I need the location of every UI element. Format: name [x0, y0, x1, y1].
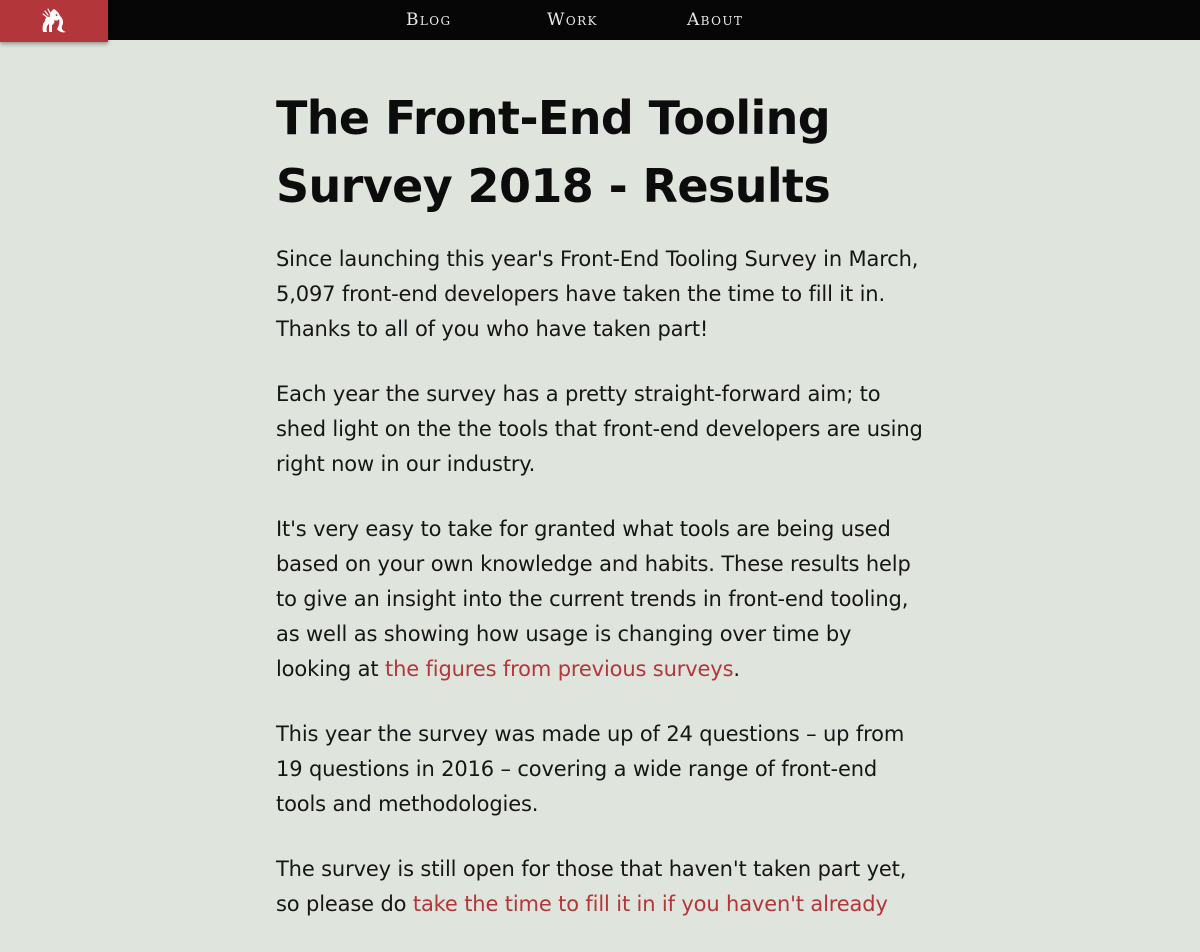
- paragraph-text: It's very easy to take for granted what tools are being used based on your own knowledge and habits. These results help to give an insight into the current trends in front-end tooling, as well as showing how usage is changing over time by looking at: [276, 517, 911, 681]
- paragraph-text: Each year the survey has a pretty straight-forward aim; to shed light on the the tools that front-end developers are using right now in our industry.: [276, 382, 923, 476]
- article-paragraph: [276, 512, 926, 687]
- paragraph-text: .: [733, 657, 740, 681]
- paragraph-text: This year the survey was made up of 24 questions – up from 19 questions in 2016 – covering a wide range of front-end tools and methodologies.: [276, 722, 905, 816]
- article-content: [276, 84, 926, 952]
- page-title: The Front-End Tooling Survey 2018 - Results: [276, 91, 831, 213]
- nav-link-blog[interactable]: Blog: [406, 10, 452, 30]
- article-paragraph: [276, 242, 926, 347]
- article-paragraph: [276, 717, 926, 822]
- article-paragraph: [276, 377, 926, 482]
- dragon-icon: [39, 6, 69, 36]
- nav-link-work[interactable]: Work: [547, 10, 598, 30]
- home-logo-button[interactable]: [0, 0, 108, 42]
- paragraph-text: Since launching this year's Front-End Tooling Survey in March, 5,097 front-end developers have taken the time to fill it in. Thanks to all of you who have taken part!: [276, 247, 919, 341]
- article-paragraph: [276, 852, 926, 922]
- previous-surveys-link[interactable]: the figures from previous surveys: [384, 657, 734, 681]
- nav-link-about[interactable]: About: [687, 10, 744, 30]
- top-navigation-bar: [0, 0, 1200, 40]
- take-survey-link[interactable]: take the time to fill it in if you haven't already: [412, 892, 888, 916]
- paragraph-text: The survey is still open for those that haven't taken part yet, so please do: [276, 857, 907, 916]
